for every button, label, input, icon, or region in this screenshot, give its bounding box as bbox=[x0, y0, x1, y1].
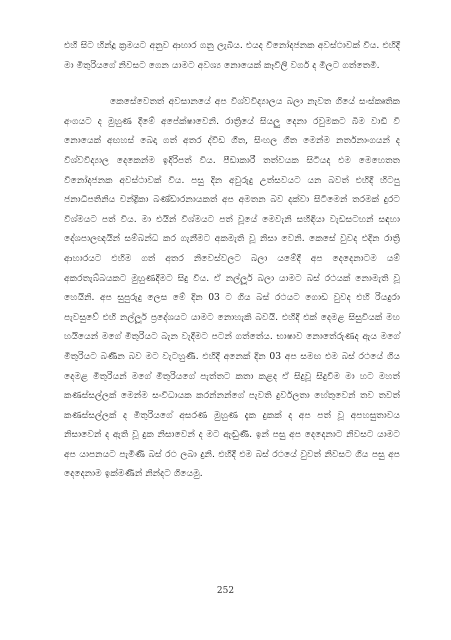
paragraph-1: එහි සිට හින්දූ ක්‍රමයට අනුව ආහාර ගනු ලැබිය. එයද විනෝදජනක අවස්ථාවක් විය. එහිදී මා මිතුරියගේ නිවසට ගෙන යාමට අවශ්‍ය නොයෙක් කෑවිලි වර්ග ද මිලට ගත්තෙමි. bbox=[64, 40, 400, 71]
body-text bbox=[64, 36, 400, 484]
page-number: 252 bbox=[216, 586, 235, 596]
paragraph-2: කෙසේවෙතත් අවසානයේ අප විශ්වවිද්‍යාලය බලා නැවත ගියේ සංස්කෘතික අංගයට ද මුහුණ දීමේ අපේක්ෂාවෙනි. රාත්‍රියේ සියලු දෙනා රවුමකට බිම වාඩි වී නොයෙක් අඟහස් බෙදා ගත් අතර ද්විඩ ගීත, සිංහල ගීත මෙන්ම නර්තනාංගයන් ද විශ්වවිද්‍යාල දෙකෙන්ම ඉදිරිපත් විය. පීඩාකාරී තත්වයක සිටියද එම මෙහෙතත විනෝදජනක අවස්ථාවක් විය. පසු දින අවුරුදු උත්සවයට යන බවත් එහිදී හිටපු ජනාධිපතිනිය චන්ද්‍රිකා බණ්ඩාරනායකත් අප අමතන බව දක්වා සිටීමෙන් තරමක් දුරට විශ්මයට පත් විය. මා එයින් විශ්මයට පත් වූයේ මෙවැනි සහිඳියා වැඩසටහන් සඳහා දේශපාලඥයින් සම්බන්ධ කර ගැනීමට අකමැති වූ නිසා වෙනි. කෙසේ වුවද එදින රාත්‍රි ආහාරයට එහිම ගත් අතර නිවෙස්වලට බලා යමේදී අප දෙදෙනාටම යම් අකරතැබ්බයකට මුහුණදීමට සිදු විය. ඒ නල්ලූර් බලා යාමට බස් රථයක් නොමැති වූ හෙයිනි. අප සුපුරුදු ලෙස මේ දින 03 ට ගිය බස් රථයට ගොඩ වුවද එහි රියදුරා පැවසුවේ එහි නල්ලූර් ප්‍රදේශයට යාමට නොහැකි බවයි. එහිදී එක් දෙමළ සිසුවියක් මහ හයියෙන් මගේ මිතුරියට බැන වැදීමට පටන් ගත්තේය. භාෂාව නොතේරුණද ඇය මගේ මිතුරියට බණින බව මට වැටහුණි. එහිදී අනෙක් දින 03 අප සමඟ එම බස් රථයේ ගිය දෙමළ මිතුරියන් මගේ මිතුරියගේ පැත්තට කතා කළද ඒ සිදුවූ සිදුවීම මා හට මහත් කණස්සල්ලක් මෙන්ම සංවිධායක කරන්නන්ගේ පැවති දුර්වලතා හේතුවෙන් තව තවත් කණස්සල්ලක් ද මිතුරියගේ අසරණ මුහුණ දැක දුකක් ද අප පත් වූ අපහසුතාවය නිසාවෙන් ද ඇති වූ දුක නිසාවෙන් ද මට ඇඬුණි. ඉන් පසු අප දෙදෙනාට නිවසට යාමට අප යාපනයට පැමිණි බස් රථ ලබා දුනි. එහිදී එම බස් රථයේ වුවත් නිවසට ගිය පසු අප දෙදෙනාම ඉක්මණින් නින්දට ගියෙමු. bbox=[64, 96, 400, 480]
